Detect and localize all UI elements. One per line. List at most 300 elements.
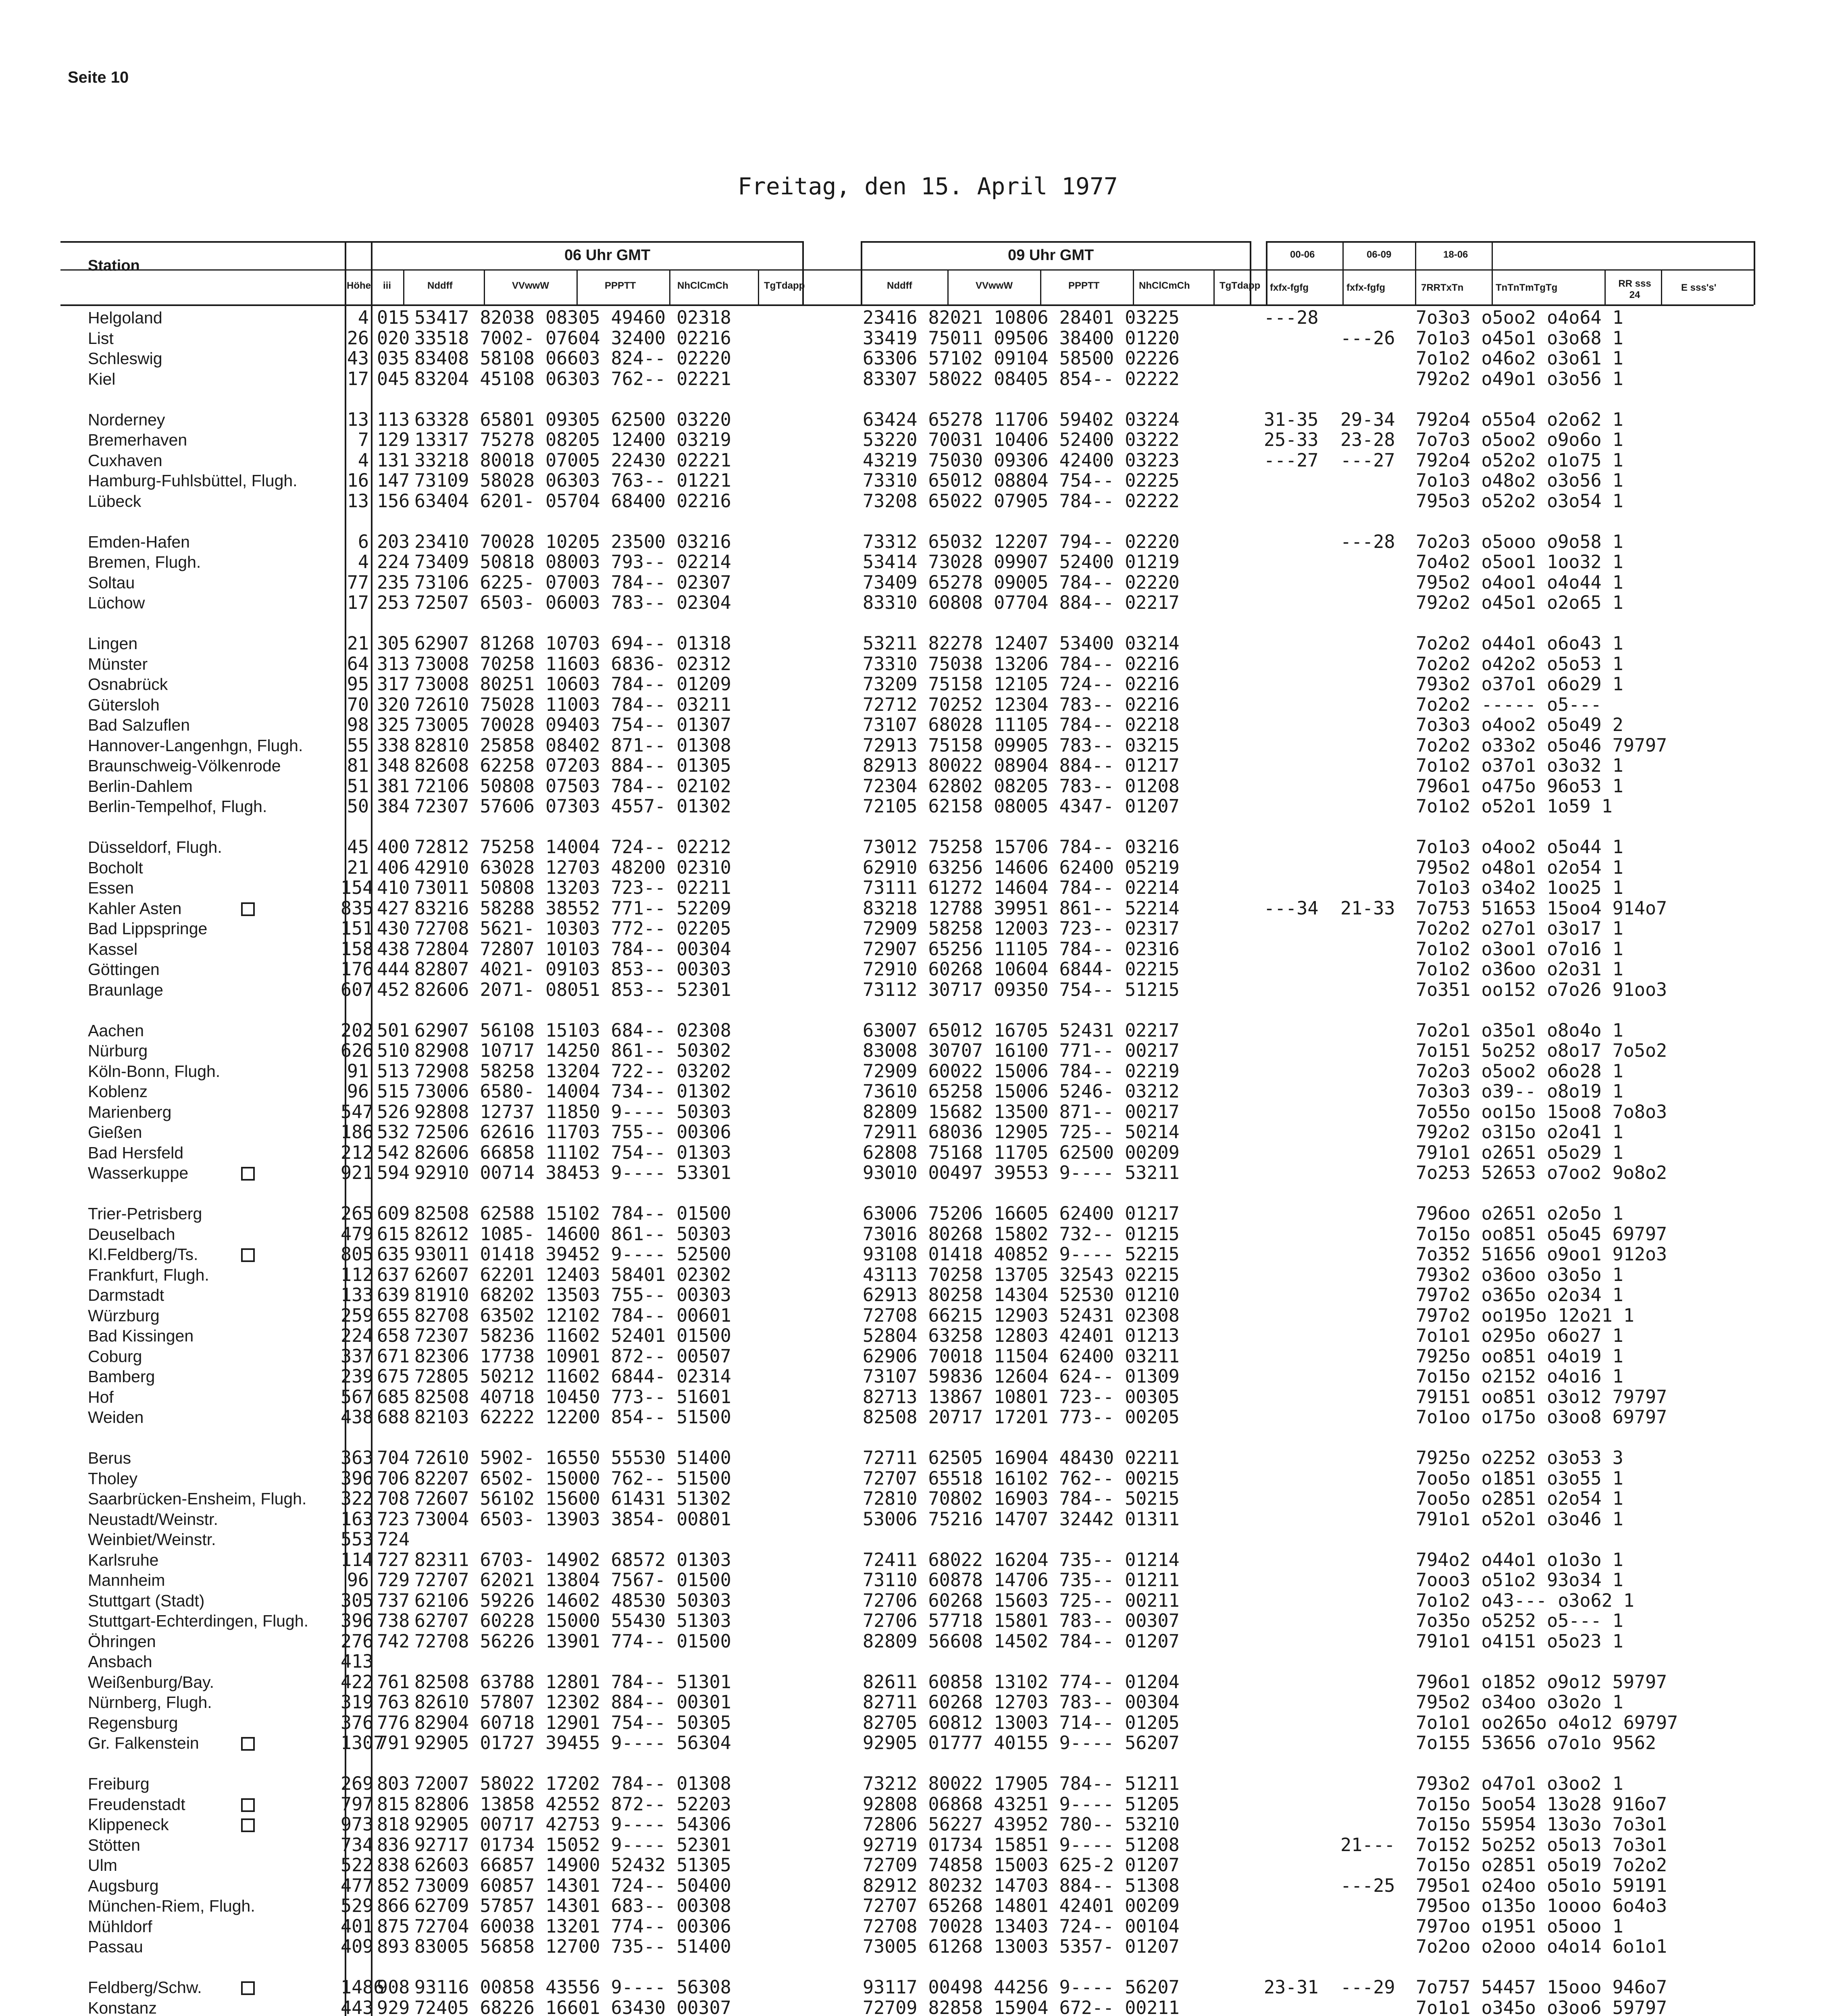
cell-b: 63006 75206 16605 62400 01217 xyxy=(863,1203,1180,1224)
cell-c: 510 xyxy=(377,1040,410,1061)
cell-c xyxy=(377,817,410,837)
cell-c: 724 xyxy=(377,1529,410,1550)
cell-a: 82306 17738 10901 872-- 00507 xyxy=(414,1345,731,1367)
cell-s: List xyxy=(88,329,114,348)
cell-s: Ulm xyxy=(88,1856,117,1874)
cell-c: 313 xyxy=(377,653,410,675)
cell-x: 7ooo3 o51o2 93o34 1 xyxy=(1416,1569,1623,1591)
header-station: Station xyxy=(88,257,140,274)
cell-c: 836 xyxy=(377,1834,410,1856)
cell-a: 82810 25858 08402 871-- 01308 xyxy=(414,734,731,756)
header-range-2: 06-09 xyxy=(1367,249,1392,260)
cell-x: 7o3o3 o39-- o8o19 1 xyxy=(1416,1081,1623,1102)
rule-r2 xyxy=(1342,241,1344,305)
cell-b: 72709 74858 15003 625-2 01207 xyxy=(863,1854,1180,1876)
rule-06-c xyxy=(669,269,670,305)
rule-r4 xyxy=(1492,241,1493,305)
cell-x: 7o1o2 o3oo1 o7o16 1 xyxy=(1416,938,1623,960)
cell-e1 xyxy=(1264,1489,1318,1509)
cell-b xyxy=(863,511,1180,532)
cell-a: 33218 80018 07005 22430 02221 xyxy=(414,449,731,471)
cell-a: 73006 6580- 14004 734-- 01302 xyxy=(414,1081,731,1102)
cell-c: 776 xyxy=(377,1712,410,1733)
cell-h: 363 xyxy=(341,1447,374,1468)
cell-e2: ---28 xyxy=(1340,531,1395,552)
header-range-3: 18-06 xyxy=(1443,249,1468,260)
cell-b: 72909 58258 12003 723-- 02317 xyxy=(863,918,1180,939)
cell-c: 655 xyxy=(377,1304,410,1326)
cell-b: 53414 73028 09907 52400 01219 xyxy=(863,551,1180,573)
cell-e1 xyxy=(1264,1713,1318,1733)
cell-h: 21 xyxy=(347,856,369,878)
cell-b: 63306 57102 09104 58500 02226 xyxy=(863,348,1180,369)
cell-e2 xyxy=(1340,1631,1395,1652)
cell-h: 17 xyxy=(347,368,369,389)
cell-s: Konstanz xyxy=(88,1998,157,2016)
cell-a xyxy=(414,817,731,837)
cell-e2 xyxy=(1340,858,1395,878)
cell-s: Nürnberg, Flugh. xyxy=(88,1693,212,1712)
page-label: Seite 10 xyxy=(68,69,129,86)
cell-c xyxy=(377,511,410,532)
cell-c: 515 xyxy=(377,1081,410,1102)
cell-c: 147 xyxy=(377,470,410,491)
cell-x: 7o753 51653 15oo4 914o7 xyxy=(1416,897,1667,919)
cell-b: 73409 65278 09005 784-- 02220 xyxy=(863,571,1180,593)
cell-x: 7o2o1 o35o1 o8o4o 1 xyxy=(1416,1019,1623,1041)
header-hoehe: Höhe xyxy=(347,280,371,291)
header-rrr: 7RRTxTn xyxy=(1421,282,1464,293)
cell-c xyxy=(377,1754,410,1774)
cell-s: Karlsruhe xyxy=(88,1550,159,1569)
cell-a: 42910 63028 12703 48200 02310 xyxy=(414,856,731,878)
cell-e1 xyxy=(1264,1876,1318,1896)
cell-e2 xyxy=(1340,1428,1395,1448)
cell-x: 7o2o2 o27o1 o3o17 1 xyxy=(1416,918,1623,939)
cell-a: 72405 68226 16601 63430 00307 xyxy=(414,1997,731,2016)
cell-b xyxy=(863,1652,1180,1672)
cell-b: 53006 75216 14707 32442 01311 xyxy=(863,1508,1180,1530)
cell-b: 82508 20717 17201 773-- 00205 xyxy=(863,1406,1180,1428)
rule-09-start xyxy=(861,241,862,305)
cell-s: Feldberg/Schw. xyxy=(88,1977,308,1998)
cell-e1 xyxy=(1264,1326,1318,1346)
cell-b: 82611 60858 13102 774-- 01204 xyxy=(863,1671,1180,1693)
cell-b: 72907 65256 11105 784-- 02316 xyxy=(863,938,1180,960)
cell-c: 131 xyxy=(377,449,410,471)
cell-s: Köln-Bonn, Flugh. xyxy=(88,1062,221,1081)
cell-x: 7o757 54457 15ooo 946o7 xyxy=(1416,1976,1667,1998)
cell-s: Würzburg xyxy=(88,1306,160,1325)
cell-b: 62906 70018 11504 62400 03211 xyxy=(863,1345,1180,1367)
cell-b xyxy=(863,1428,1180,1448)
cell-a: 72307 58236 11602 52401 01500 xyxy=(414,1325,731,1346)
cell-c: 803 xyxy=(377,1773,410,1794)
cell-x: 795o3 o52o2 o3o54 1 xyxy=(1416,490,1623,512)
cell-h: 422 xyxy=(341,1671,374,1693)
cell-e1 xyxy=(1264,1285,1318,1306)
rule-r5 xyxy=(1604,269,1606,305)
cell-c xyxy=(377,1957,410,1978)
cell-a: 72507 6503- 06003 783-- 02304 xyxy=(414,592,731,613)
cell-s: Bad Salzuflen xyxy=(88,716,190,734)
cell-s xyxy=(88,1957,308,1978)
cell-x: 7o35o o5252 o5--- 1 xyxy=(1416,1610,1623,1631)
cell-b: 62913 80258 14304 52530 01210 xyxy=(863,1284,1180,1306)
empty-square-marker xyxy=(241,1798,255,1812)
cell-b: 33419 75011 09506 38400 01220 xyxy=(863,327,1180,349)
cell-a: 82311 6703- 14902 68572 01303 xyxy=(414,1549,731,1570)
cell-e2 xyxy=(1340,1285,1395,1306)
cell-x: 7o2o2 o33o2 o5o46 79797 xyxy=(1416,734,1667,756)
cell-b: 43113 70258 13705 32543 02215 xyxy=(863,1264,1180,1285)
cell-s xyxy=(88,511,308,532)
cell-s: Trier-Petrisberg xyxy=(88,1204,202,1223)
cell-e1 xyxy=(1264,1061,1318,1082)
cell-b: 83218 12788 39951 861-- 52214 xyxy=(863,897,1180,919)
cell-b: 72909 60022 15006 784-- 02219 xyxy=(863,1060,1180,1082)
column-station xyxy=(88,308,308,2016)
cell-e1 xyxy=(1264,1244,1318,1265)
cell-x: 7925o oo851 o4o19 1 xyxy=(1416,1345,1623,1367)
cell-s: Hamburg-Fuhlsbüttel, Flugh. xyxy=(88,471,298,490)
cell-b: 62808 75168 11705 62500 00209 xyxy=(863,1141,1180,1163)
cell-e2 xyxy=(1340,1204,1395,1224)
cell-e1: ---28 xyxy=(1264,307,1319,328)
cell-e2 xyxy=(1340,348,1395,369)
rule-09-d xyxy=(1213,269,1215,305)
cell-e2 xyxy=(1340,776,1395,797)
cell-s: Göttingen xyxy=(88,960,160,979)
cell-e1 xyxy=(1264,532,1318,552)
cell-h: 7 xyxy=(358,429,369,450)
cell-c: 542 xyxy=(377,1141,410,1163)
cell-s: Braunlage xyxy=(88,980,163,999)
cell-c: 444 xyxy=(377,958,410,980)
cell-a: 33518 7002- 07604 32400 02216 xyxy=(414,327,731,349)
cell-e2 xyxy=(1340,959,1395,980)
cell-e2 xyxy=(1340,1855,1395,1876)
cell-c: 129 xyxy=(377,429,410,450)
cell-e2 xyxy=(1340,1794,1395,1815)
cell-b: 43219 75030 09306 42400 03223 xyxy=(863,449,1180,471)
empty-square-marker xyxy=(241,1737,255,1751)
cell-h: 276 xyxy=(341,1630,374,1652)
cell-e1 xyxy=(1264,633,1318,654)
cell-s: Mannheim xyxy=(88,1571,165,1589)
cell-x xyxy=(1416,1428,1678,1448)
cell-e2 xyxy=(1340,796,1395,817)
cell-e1: 25-33 xyxy=(1264,429,1319,450)
cell-e1 xyxy=(1264,1570,1318,1591)
cell-e1: ---27 xyxy=(1264,449,1319,471)
cell-c: 501 xyxy=(377,1019,410,1041)
cell-x: 7o15o 5oo54 13o28 916o7 xyxy=(1416,1793,1667,1815)
cell-c: 400 xyxy=(377,836,410,858)
cell-s: Bad Kissingen xyxy=(88,1327,194,1345)
cell-e2 xyxy=(1340,1916,1395,1937)
cell-h: 186 xyxy=(341,1121,374,1143)
cell-s: Frankfurt, Flugh. xyxy=(88,1265,209,1284)
cell-e2 xyxy=(1340,1509,1395,1530)
cell-s xyxy=(88,1000,308,1020)
header-ff-2: fxfx-fgfg xyxy=(1346,282,1385,293)
cell-h xyxy=(341,1183,369,1204)
cell-c: 658 xyxy=(377,1325,410,1346)
cell-e2 xyxy=(1340,593,1395,613)
cell-a: 23410 70028 10205 23500 03216 xyxy=(414,531,731,552)
cell-e1 xyxy=(1264,613,1318,634)
cell-e2 xyxy=(1340,654,1395,675)
cell-e2 xyxy=(1340,1306,1395,1326)
cell-s xyxy=(88,1183,308,1204)
cell-b: 73111 61272 14604 784-- 02214 xyxy=(863,877,1180,898)
cell-e1 xyxy=(1264,959,1318,980)
cell-a: 83204 45108 06303 762-- 02221 xyxy=(414,368,731,389)
cell-a: 81910 68202 13503 755-- 00303 xyxy=(414,1284,731,1306)
cell-e2 xyxy=(1340,1387,1395,1408)
cell-s: Deuselbach xyxy=(88,1225,175,1243)
cell-c: 406 xyxy=(377,856,410,878)
cell-a: 72106 50808 07503 784-- 02102 xyxy=(414,775,731,797)
cell-e1 xyxy=(1264,1102,1318,1123)
cell-b: 73107 59836 12604 624-- 01309 xyxy=(863,1366,1180,1387)
cell-x: 7oo5o o2851 o2o54 1 xyxy=(1416,1488,1623,1509)
cell-c: 708 xyxy=(377,1488,410,1509)
cell-e2 xyxy=(1340,1326,1395,1346)
cell-c: 875 xyxy=(377,1915,410,1937)
column-extra-2 xyxy=(1340,308,1395,2016)
cell-x xyxy=(1416,817,1678,837)
cell-a: 92905 00717 42753 9---- 54306 xyxy=(414,1814,731,1835)
cell-s: Augsburg xyxy=(88,1876,159,1895)
cell-x: 7o155 53656 o7o1o 9562 xyxy=(1416,1732,1657,1754)
cell-e1 xyxy=(1264,1998,1318,2016)
cell-a: 83216 58288 38552 771-- 52209 xyxy=(414,897,731,919)
cell-h: 322 xyxy=(341,1488,374,1509)
cell-x xyxy=(1416,389,1678,410)
cell-c: 723 xyxy=(377,1508,410,1530)
cell-b: 83307 58022 08405 854-- 02222 xyxy=(863,368,1180,389)
cell-b: 53220 70031 10406 52400 03222 xyxy=(863,429,1180,450)
rule-09-a xyxy=(947,269,949,305)
cell-x: 793o2 o47o1 o3oo2 1 xyxy=(1416,1773,1623,1794)
cell-c: 729 xyxy=(377,1569,410,1591)
cell-h: 734 xyxy=(341,1834,374,1856)
cell-b: 72910 60268 10604 6844- 02215 xyxy=(863,958,1180,980)
cell-h: 50 xyxy=(347,796,369,817)
cell-e1 xyxy=(1264,776,1318,797)
cell-x: 7925o o2252 o3o53 3 xyxy=(1416,1447,1623,1468)
cell-c: 381 xyxy=(377,775,410,797)
cell-c: 893 xyxy=(377,1936,410,1957)
cell-s: Cuxhaven xyxy=(88,451,162,470)
cell-x xyxy=(1416,1754,1678,1774)
cell-x: 794o2 o44o1 o1o3o 1 xyxy=(1416,1549,1623,1570)
cell-a xyxy=(414,1529,731,1550)
header-iii: iii xyxy=(383,280,391,291)
cell-h: 4 xyxy=(358,307,369,328)
cell-a: 83005 56858 12700 735-- 51400 xyxy=(414,1936,731,1957)
cell-s: Weinbiet/Weinstr. xyxy=(88,1530,216,1549)
cell-b: 82809 15682 13500 871-- 00217 xyxy=(863,1101,1180,1123)
cell-e1 xyxy=(1264,674,1318,695)
cell-e2 xyxy=(1340,1489,1395,1509)
cell-e1 xyxy=(1264,858,1318,878)
header-06-tgtd: TgTdapp xyxy=(764,280,805,291)
header-range-1: 00-06 xyxy=(1290,249,1315,260)
cell-e1 xyxy=(1264,1366,1318,1387)
cell-b: 53211 82278 12407 53400 03214 xyxy=(863,633,1180,654)
cell-a: 72610 75028 11003 784-- 03211 xyxy=(414,694,731,715)
cell-a xyxy=(414,1652,731,1672)
cell-x: 796oo o2651 o2o5o 1 xyxy=(1416,1203,1623,1224)
cell-e2 xyxy=(1340,613,1395,634)
cell-h: 6 xyxy=(358,531,369,552)
cell-a: 82612 1085- 14600 861-- 50303 xyxy=(414,1223,731,1245)
cell-e1 xyxy=(1264,471,1318,491)
cell-a: 82908 10717 14250 861-- 50302 xyxy=(414,1040,731,1061)
header-09-tgtd: TgTdapp xyxy=(1219,280,1261,291)
cell-e2 xyxy=(1340,1102,1395,1123)
cell-e2 xyxy=(1340,1346,1395,1367)
cell-s: Weißenburg/Bay. xyxy=(88,1672,214,1691)
column-extra-1 xyxy=(1264,308,1318,2016)
cell-e2 xyxy=(1340,756,1395,776)
cell-c: 325 xyxy=(377,714,410,735)
cell-e1 xyxy=(1264,980,1318,1000)
cell-x: 7o2o2 o42o2 o5o53 1 xyxy=(1416,653,1623,675)
cell-s: Weiden xyxy=(88,1408,144,1427)
cell-e2 xyxy=(1340,715,1395,735)
cell-s: Stötten xyxy=(88,1835,140,1854)
cell-e1 xyxy=(1264,654,1318,675)
cell-e1 xyxy=(1264,817,1318,837)
cell-c: 738 xyxy=(377,1610,410,1631)
cell-e2 xyxy=(1340,633,1395,654)
cell-s: Münster xyxy=(88,654,148,673)
cell-e1 xyxy=(1264,1224,1318,1245)
cell-h: 337 xyxy=(341,1345,374,1367)
cell-b: 82713 13867 10801 723-- 00305 xyxy=(863,1386,1180,1408)
cell-e2 xyxy=(1340,552,1395,573)
cell-h: 55 xyxy=(347,734,369,756)
cell-s: Freiburg xyxy=(88,1774,150,1793)
cell-s: Helgoland xyxy=(88,308,162,327)
cell-e2 xyxy=(1340,1122,1395,1143)
cell-s: Lübeck xyxy=(88,492,142,510)
cell-h: 96 xyxy=(347,1569,369,1591)
cell-h xyxy=(341,1428,369,1448)
cell-e2 xyxy=(1340,1448,1395,1468)
cell-x: 7o2o2 ----- o5--- xyxy=(1416,694,1602,715)
cell-e1 xyxy=(1264,1794,1318,1815)
cell-b: 82711 60268 12703 783-- 00304 xyxy=(863,1691,1180,1713)
cell-c: 020 xyxy=(377,327,410,349)
cell-c xyxy=(377,1652,410,1672)
cell-h: 269 xyxy=(341,1773,374,1794)
cell-s: Norderney xyxy=(88,410,165,429)
cell-a: 63404 6201- 05704 68400 02216 xyxy=(414,490,731,512)
cell-e2 xyxy=(1340,1061,1395,1082)
cell-e1 xyxy=(1264,1754,1318,1774)
cell-b xyxy=(863,389,1180,410)
cell-e1 xyxy=(1264,695,1318,715)
cell-h: 409 xyxy=(341,1936,374,1957)
cell-h: 133 xyxy=(341,1284,374,1306)
rule-r3 xyxy=(1415,241,1416,305)
cell-c: 637 xyxy=(377,1264,410,1285)
cell-a: 82806 13858 42552 872-- 52203 xyxy=(414,1793,731,1815)
cell-a: 13317 75278 08205 12400 03219 xyxy=(414,429,731,450)
cell-c: 737 xyxy=(377,1589,410,1611)
cell-h: 202 xyxy=(341,1019,374,1041)
header-rr: RR sss 24 xyxy=(1618,278,1651,300)
cell-s: Gießen xyxy=(88,1123,142,1141)
cell-c: 838 xyxy=(377,1854,410,1876)
cell-e1 xyxy=(1264,1611,1318,1631)
cell-s: Tholey xyxy=(88,1469,138,1488)
cell-e2 xyxy=(1340,1020,1395,1041)
cell-x: 7o152 5o252 o5o13 7o3o1 xyxy=(1416,1834,1667,1856)
cell-e1 xyxy=(1264,1957,1318,1978)
cell-x: 7o1o2 o36oo o2o31 1 xyxy=(1416,958,1623,980)
header-06-vvwww: VVwwW xyxy=(512,280,549,291)
header-09-ppptt: PPPTT xyxy=(1068,280,1100,291)
cell-x xyxy=(1416,613,1678,634)
cell-e2 xyxy=(1340,1998,1395,2016)
cell-b: 82913 80022 08904 884-- 01217 xyxy=(863,755,1180,776)
cell-b: 62910 63256 14606 62400 05219 xyxy=(863,856,1180,878)
cell-s: Stuttgart-Echterdingen, Flugh. xyxy=(88,1612,308,1630)
header-09-vvwww: VVwwW xyxy=(976,280,1013,291)
cell-h: 51 xyxy=(347,775,369,797)
cell-s: Bocholt xyxy=(88,858,143,877)
cell-c: 348 xyxy=(377,755,410,776)
cell-c: 706 xyxy=(377,1467,410,1489)
cell-s xyxy=(88,389,308,410)
header-06-nddff: Nddff xyxy=(427,280,453,291)
rule-09-end xyxy=(1250,241,1251,305)
cell-a: 62707 60228 15000 55430 51303 xyxy=(414,1610,731,1631)
column-hoehe xyxy=(341,307,385,2016)
cell-e1 xyxy=(1264,1916,1318,1937)
cell-b: 72411 68022 16204 735-- 01214 xyxy=(863,1549,1180,1570)
cell-c: 763 xyxy=(377,1691,410,1713)
cell-h: 438 xyxy=(341,1406,374,1428)
cell-e1 xyxy=(1264,1387,1318,1408)
cell-x: 7o1o1 oo265o o4o12 69797 xyxy=(1416,1712,1678,1733)
cell-e1 xyxy=(1264,1937,1318,1957)
cell-e2 xyxy=(1340,1957,1395,1978)
cell-a: 62907 81268 10703 694-- 01318 xyxy=(414,633,731,654)
cell-c: 427 xyxy=(377,897,410,919)
cell-e2: ---27 xyxy=(1340,449,1395,471)
cell-s: Düsseldorf, Flugh. xyxy=(88,838,222,856)
cell-a xyxy=(414,511,731,532)
cell-c: 908 xyxy=(377,1976,410,1998)
cell-x xyxy=(1416,1957,1678,1978)
cell-s: Essen xyxy=(88,879,134,897)
cell-s: Hof xyxy=(88,1387,114,1406)
cell-e1 xyxy=(1264,1855,1318,1876)
cell-e2 xyxy=(1340,837,1395,858)
cell-e2 xyxy=(1340,1407,1395,1428)
cell-s: Passau xyxy=(88,1937,143,1956)
cell-x: 7o2oo o2ooo o4o14 6o1o1 xyxy=(1416,1936,1667,1957)
cell-h: 522 xyxy=(341,1854,374,1876)
cell-e2 xyxy=(1340,939,1395,960)
